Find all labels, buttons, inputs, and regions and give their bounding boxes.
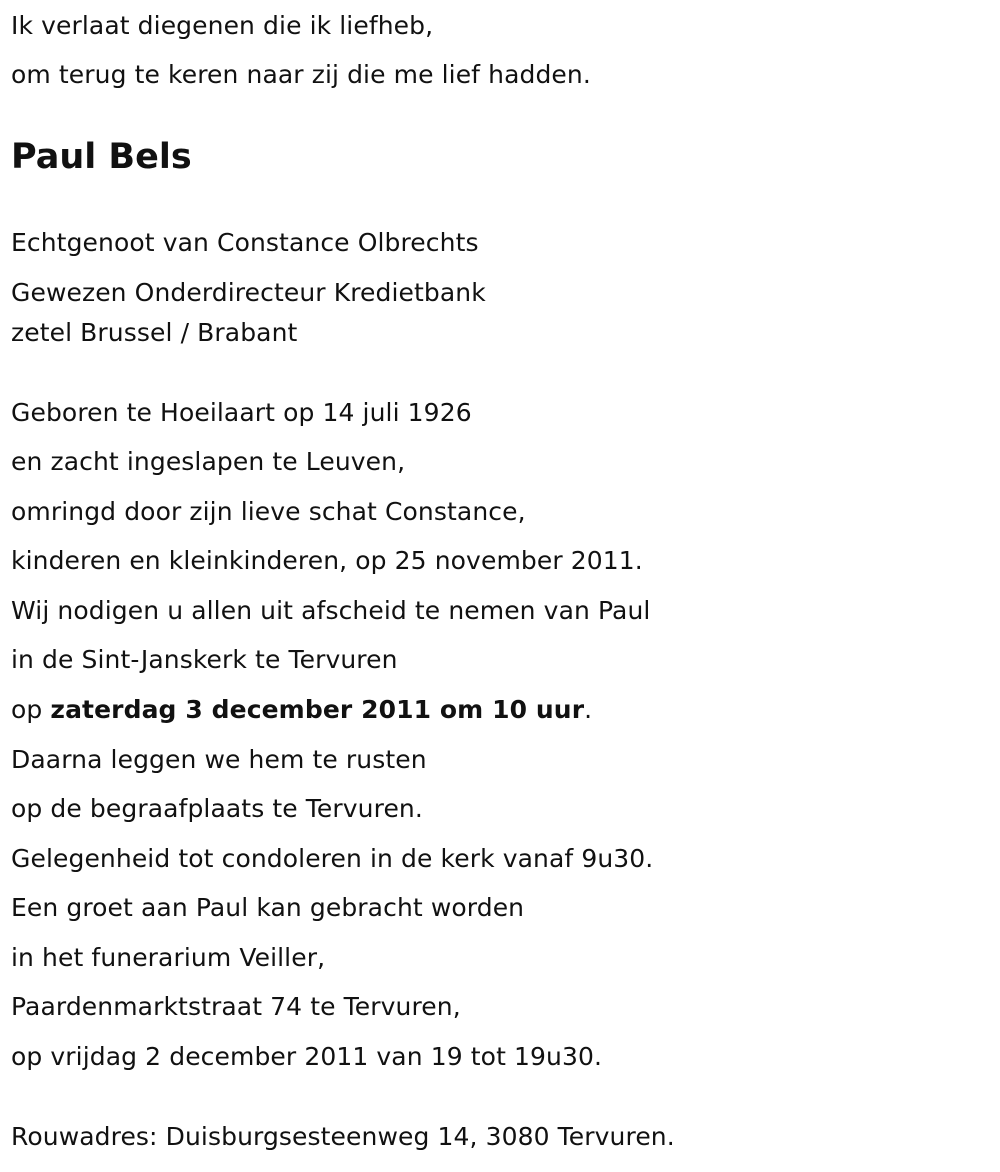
birth-line: Geboren te Hoeilaart op 14 juli 1926 [11, 398, 472, 427]
passing-line-3: kinderen en kleinkinderen, op 25 november 2011. [11, 546, 643, 575]
passing-line-1: en zacht ingeslapen te Leuven, [11, 447, 406, 476]
burial-line-1: Daarna leggen we hem te rusten [11, 745, 427, 774]
service-suffix: . [584, 695, 593, 724]
profession-location-line: zetel Brussel / Brabant [11, 318, 298, 347]
passing-line-2: omringd door zijn lieve schat Constance, [11, 497, 526, 526]
service-prefix: op [11, 695, 51, 724]
spouse-line: Echtgenoot van Constance Olbrechts [11, 228, 479, 257]
visit-line-1: Een groet aan Paul kan gebracht worden [11, 893, 525, 922]
deceased-name: Paul Bels [11, 137, 192, 177]
service-datetime: zaterdag 3 december 2011 om 10 uur [50, 695, 585, 724]
invite-line-1: Wij nodigen u allen uit afscheid te nemen van Paul [11, 596, 651, 625]
motto-line-1: Ik verlaat diegenen die ik liefheb, [11, 11, 434, 40]
burial-line-2: op de begraafplaats te Tervuren. [11, 794, 423, 823]
service-line [11, 695, 592, 725]
visit-line-3: Paardenmarktstraat 74 te Tervuren, [11, 992, 461, 1021]
condolence-line: Gelegenheid tot condoleren in de kerk vanaf 9u30. [11, 844, 654, 873]
profession-line: Gewezen Onderdirecteur Kredietbank [11, 278, 486, 307]
mourning-address: Rouwadres: Duisburgsesteenweg 14, 3080 Tervuren. [11, 1122, 675, 1151]
motto-line-2: om terug te keren naar zij die me lief hadden. [11, 60, 591, 89]
invite-line-2: in de Sint-Janskerk te Tervuren [11, 645, 398, 674]
visit-line-2: in het funerarium Veiller, [11, 943, 326, 972]
visit-line-4: op vrijdag 2 december 2011 van 19 tot 19u30. [11, 1042, 603, 1071]
